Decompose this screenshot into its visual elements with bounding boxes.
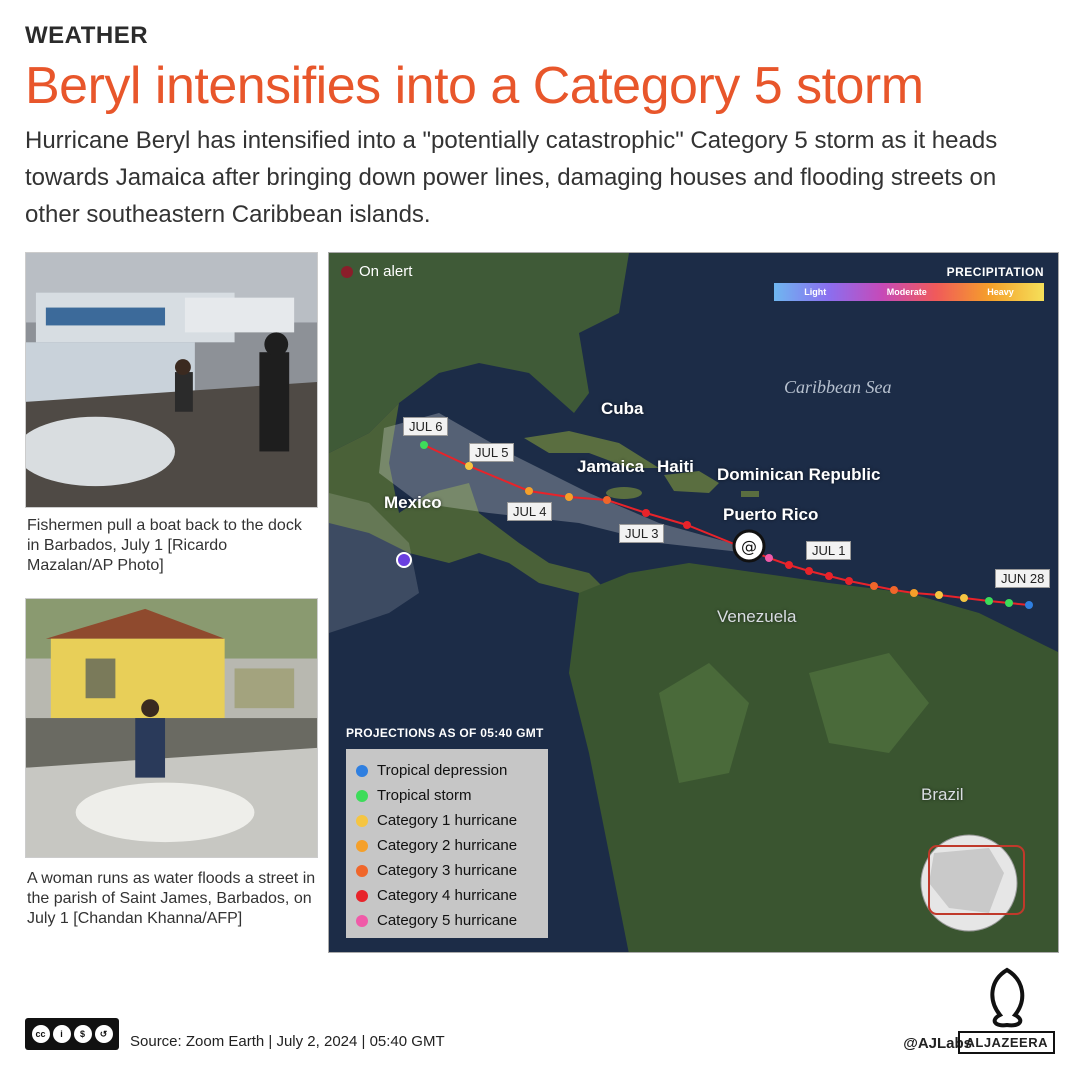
cc-icon: cc	[32, 1025, 50, 1043]
legend-swatch	[356, 915, 368, 927]
caribbean-sea-label: Caribbean Sea	[784, 377, 892, 397]
legend-label: Category 4 hurricane	[377, 887, 518, 904]
legend-label: Category 1 hurricane	[377, 812, 518, 829]
legend-title: PROJECTIONS AS OF 05:40 GMT	[346, 726, 544, 740]
on-alert-key	[341, 263, 412, 280]
track-point	[960, 594, 968, 602]
puerto-rico-label: Puerto Rico	[723, 505, 819, 524]
storm-track-map	[328, 252, 1059, 953]
track-point	[805, 567, 813, 575]
caption-photo-1: Fishermen pull a boat back to the dock in Barbados, July 1 [Ricardo Mazalan/AP Photo]	[27, 517, 302, 574]
legend-item	[356, 908, 538, 933]
track-point	[525, 487, 533, 495]
legend-item	[356, 883, 538, 908]
precip-moderate: Moderate	[886, 287, 927, 297]
legend-swatch	[356, 890, 368, 902]
track-point	[985, 597, 993, 605]
section-kicker: WEATHER	[25, 22, 149, 49]
legend-item	[356, 858, 538, 883]
legend-swatch	[356, 840, 368, 852]
track-point	[1025, 601, 1033, 609]
cuba-label: Cuba	[601, 399, 644, 418]
dek: Hurricane Beryl has intensified into a "potentially catastrophic" Category 5 storm as it heads towards Jamaica after bringing down power lines, damaging houses and flooding streets on other southeastern Caribbean islands.	[25, 127, 998, 228]
track-point	[1005, 599, 1013, 607]
track-point	[765, 554, 773, 562]
precipitation-scale	[774, 283, 1044, 301]
legend-swatch	[356, 815, 368, 827]
precip-heavy: Heavy	[987, 287, 1014, 297]
legend-swatch	[356, 865, 368, 877]
date-tag-jul5: JUL 5	[469, 443, 514, 462]
date-tag-jul4: JUL 4	[507, 502, 552, 521]
track-point	[845, 577, 853, 585]
headline: Beryl intensifies into a Category 5 storm	[25, 57, 924, 115]
on-alert-label: On alert	[359, 263, 413, 280]
brazil-label: Brazil	[921, 785, 964, 804]
track-point	[935, 591, 943, 599]
alert-dot-icon	[341, 266, 353, 278]
track-point	[890, 586, 898, 594]
venezuela-label: Venezuela	[717, 607, 797, 626]
ajlabs-handle: @AJLabs	[903, 1035, 972, 1052]
legend-swatch	[356, 790, 368, 802]
track-point	[420, 441, 428, 449]
legend-item	[356, 833, 538, 858]
aljazeera-wordmark: ALJAZEERA	[958, 1031, 1055, 1054]
legend-item	[356, 783, 538, 808]
haiti-label: Haiti	[657, 457, 694, 476]
legend-item	[356, 758, 538, 783]
precipitation-title: PRECIPITATION	[946, 265, 1044, 279]
track-point	[870, 582, 878, 590]
legend-label: Category 3 hurricane	[377, 862, 518, 879]
sa-icon: ↺	[95, 1025, 113, 1043]
date-tag-jul6: JUL 6	[403, 417, 448, 436]
photo-flood-woman	[25, 598, 318, 858]
caption-photo-2: A woman runs as water floods a street in the parish of Saint James, Barbados, on July 1 [Chandan Khanna/AFP]	[27, 870, 316, 927]
legend-label: Category 2 hurricane	[377, 837, 518, 854]
track-point	[465, 462, 473, 470]
source-line: Source: Zoom Earth | July 2, 2024 | 05:40 GMT	[130, 1033, 445, 1050]
track-point	[825, 572, 833, 580]
legend-item	[356, 808, 538, 833]
track-point	[565, 493, 573, 501]
date-tag-jul1: JUL 1	[806, 541, 851, 560]
mexico-label: Mexico	[384, 493, 442, 512]
track-point	[603, 496, 611, 504]
legend-label: Category 5 hurricane	[377, 912, 518, 929]
svg-text:@: @	[741, 537, 757, 556]
photo-fishermen	[25, 252, 318, 508]
date-tag-jun28: JUN 28	[995, 569, 1050, 588]
track-point	[683, 521, 691, 529]
track-point	[910, 589, 918, 597]
track-point	[785, 561, 793, 569]
legend-swatch	[356, 765, 368, 777]
precip-light: Light	[804, 287, 827, 297]
legend-label: Tropical storm	[377, 787, 472, 804]
nc-icon: $	[74, 1025, 92, 1043]
dominican-republic-label: Dominican Republic	[717, 465, 881, 484]
creative-commons-badge	[25, 1018, 119, 1050]
precipitation-key	[774, 265, 1044, 301]
date-tag-jul3: JUL 3	[619, 524, 664, 543]
track-point	[642, 509, 650, 517]
jamaica-label: Jamaica	[577, 457, 645, 476]
category-legend	[346, 749, 548, 938]
by-icon: i	[53, 1025, 71, 1043]
legend-label: Tropical depression	[377, 762, 508, 779]
